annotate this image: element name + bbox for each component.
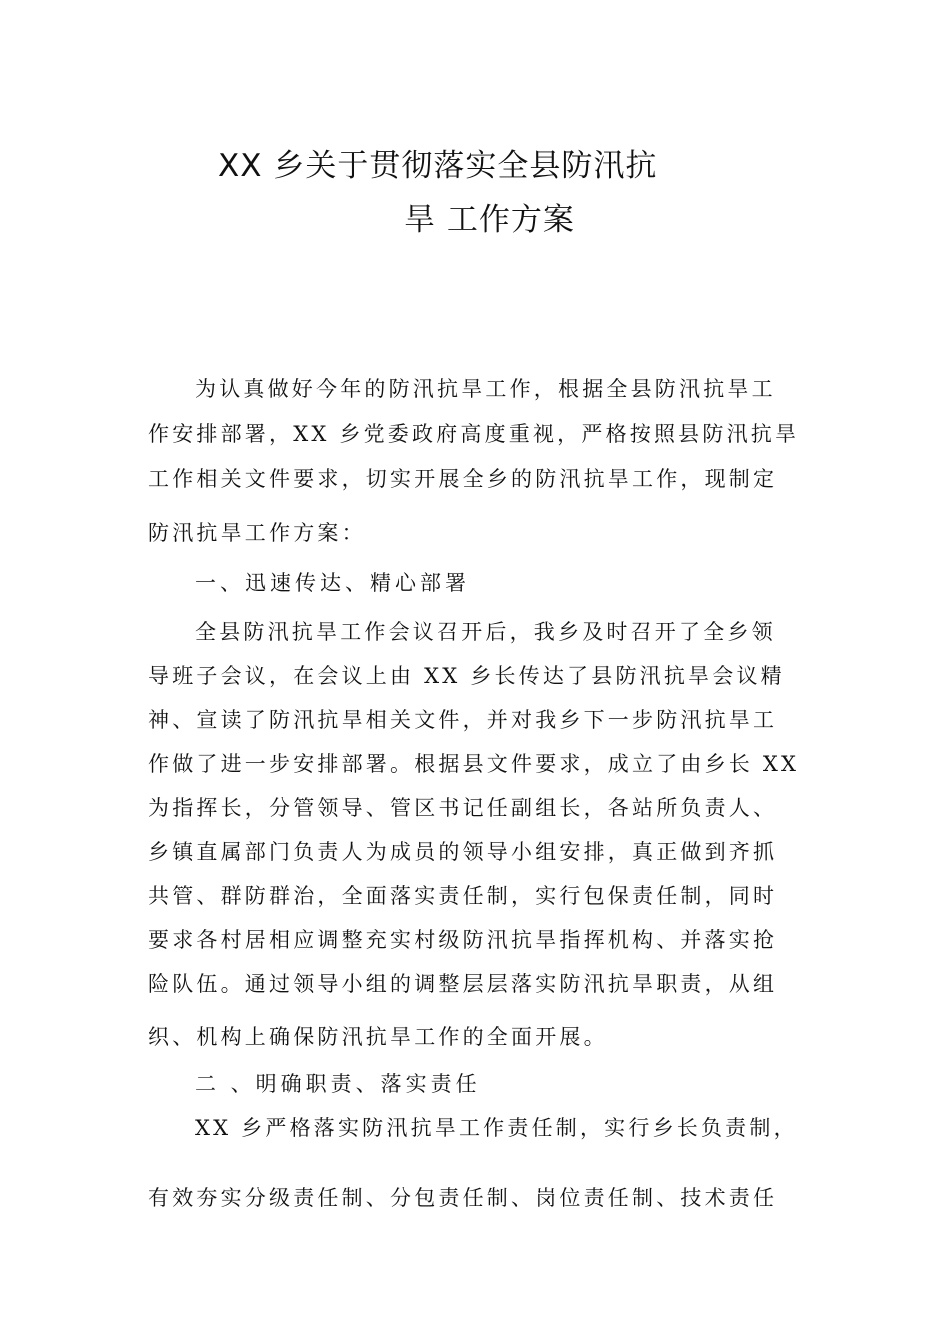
- paragraph-2-line-5: 为指挥长，分管领导、管区书记任副组长，各站所负责人、: [148, 796, 778, 820]
- paragraph-2-line-1: 全县防汛抗旱工作会议召开后，我乡及时召开了全乡领: [195, 620, 776, 644]
- section-heading-1: 一、迅速传达、精心部署: [195, 571, 470, 595]
- paragraph-3-line-1: XX 乡严格落实防汛抗旱工作责任制，实行乡长负责制，: [195, 1116, 798, 1140]
- paragraph-2-line-7: 共管、群防群治，全面落实责任制，实行包保责任制，同时: [148, 884, 778, 908]
- paragraph-2-line-6: 乡镇直属部门负责人为成员的领导小组安排，真正做到齐抓: [148, 840, 778, 864]
- paragraph-2-line-3: 神、宣读了防汛抗旱相关文件，并对我乡下一步防汛抗旱工: [148, 708, 778, 732]
- paragraph-2-line-2: 导班子会议，在会议上由 XX 乡长传达了县防汛抗旱会议精: [148, 664, 785, 688]
- paragraph-3-line-2: 有效夯实分级责任制、分包责任制、岗位责任制、技术责任: [148, 1186, 778, 1210]
- paragraph-1-line-1: 为认真做好今年的防汛抗旱工作，根据全县防汛抗旱工: [195, 377, 776, 401]
- paragraph-2-line-4: 作做了进一步安排部署。根据县文件要求，成立了由乡长 XX: [148, 752, 800, 776]
- paragraph-2-line-10: 织、机构上确保防汛抗旱工作的全面开展。: [148, 1025, 608, 1049]
- document-title-line-1: XX 乡关于贯彻落实全县防汛抗: [218, 148, 658, 184]
- paragraph-2-line-9: 险队伍。通过领导小组的调整层层落实防汛抗旱职责，从组: [148, 972, 778, 996]
- paragraph-1-line-2: 作安排部署，XX 乡党委政府高度重视，严格按照县防汛抗旱: [148, 422, 800, 446]
- document-title-line-2: 旱 工作方案: [404, 202, 575, 238]
- paragraph-1-line-4: 防汛抗旱工作方案：: [148, 521, 366, 545]
- paragraph-1-line-3: 工作相关文件要求，切实开展全乡的防汛抗旱工作，现制定: [148, 467, 778, 491]
- paragraph-2-line-8: 要求各村居相应调整充实村级防汛抗旱指挥机构、并落实抢: [148, 928, 778, 952]
- section-heading-2: 二 、明确职责、落实责任: [195, 1072, 481, 1096]
